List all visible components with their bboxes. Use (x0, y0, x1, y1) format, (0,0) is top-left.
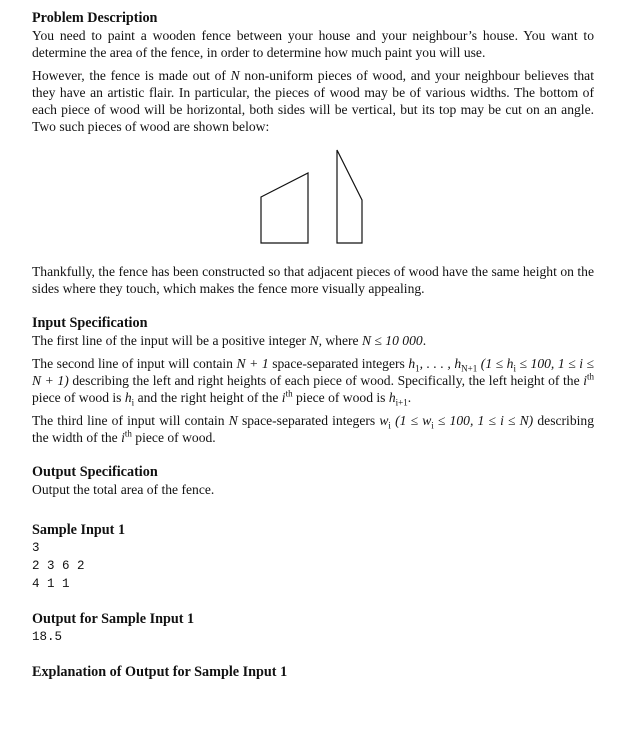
input-line-1-description: The first line of the input will be a positive integer N, where N ≤ 10 000. (32, 333, 427, 348)
wood-piece-slanted-quad (261, 173, 308, 243)
problem-paragraph-2: However, the fence is made out of N non-uniform pieces of wood, and your neighbour believes that they have an artistic flair. In particular, the pieces of wood may be of various widths. The bottom of each piece of wood will be horizontal, both sides will be vertical, but its top may be cut on an angle. Two such pieces of wood are shown below: (32, 68, 594, 134)
sample-input-heading: Sample Input 1 (32, 522, 126, 538)
problem-paragraph-1: You need to paint a wooden fence between your house and your neighbour’s house. You want to determine the area of the fence, in order to determine how much paint you will use. (32, 28, 594, 60)
explanation-heading: Explanation of Output for Sample Input 1 (32, 664, 288, 680)
input-line-3-description: The third line of input will contain N space-separated integers $w_i$ ($1 \le w_i \le 100$, 1 ≤ i ≤ N) describing the width of the $i^{th}$ piece of wood. (32, 413, 594, 445)
problem-description-heading: Problem Description (32, 10, 158, 26)
input-line-2-description: The second line of input will contain N + 1 space-separated integers $h_1$, . . . , $h_{N+1}$ ($1 \le h_i \le 100$, 1 ≤ i ≤ N + 1) describing the left and right heights of each piece of wood. Specifically, the left height of the $i^{th}$ piece of wood is $h_i$ and the right height of the $i^{th}$ piece of wood is $h_{i+1}$. (32, 356, 594, 408)
sample-output-heading: Output for Sample Input 1 (32, 611, 195, 627)
output-specification-text: Output the total area of the fence. (32, 482, 215, 497)
sample-output-value: 18.5 (32, 630, 63, 644)
wood-piece-pointed-tall (337, 150, 362, 243)
input-specification-heading: Input Specification (32, 315, 148, 331)
sample-input-line-3: 4 1 1 (32, 577, 70, 591)
problem-document (32, 10, 594, 681)
sample-input-line-2: 2 3 6 2 (32, 559, 85, 573)
output-specification-heading: Output Specification (32, 464, 158, 480)
wood-pieces-figure (32, 135, 594, 245)
problem-paragraph-3: Thankfully, the fence has been constructed so that adjacent pieces of wood have the same height on the sides where they touch, which makes the fence more visually appealing. (32, 264, 594, 296)
sample-input-line-1: 3 (32, 541, 40, 555)
